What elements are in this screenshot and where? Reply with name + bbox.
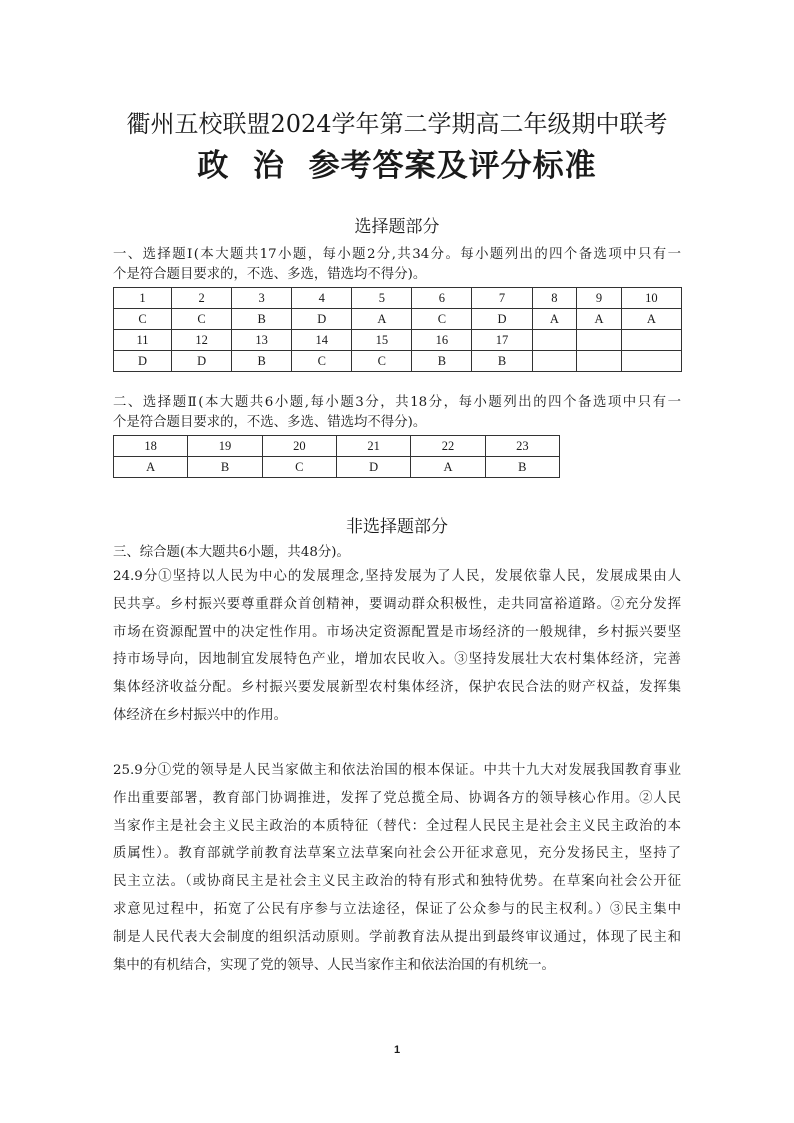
section1-intro: 个是符合题目要求的，不选、多选，错选均不得分)。 [113,267,427,282]
table-cell [577,330,622,351]
table-cell: 3 [232,288,292,309]
table-cell: 6 [412,288,472,309]
table-cell: A [114,457,188,478]
table-cell: C [262,457,336,478]
answer-line: 制是人民代表大会制度的组织活动原则。学前教育法从提出到最终审议通过，体现了民主和 [113,929,681,945]
table-cell: B [232,351,292,372]
answer-line: 质属性）。教育部就学前教育法草案立法草案向社会公开征求意见，充分发扬民主，坚持了 [113,846,681,862]
table-cell: A [411,457,485,478]
part2-heading: 非选择题部分 [346,517,448,537]
table-cell: 18 [114,436,188,457]
table-cell: 16 [412,330,472,351]
page-number: 1 [393,1044,401,1056]
answer-line: 民共享。乡村振兴要尊重群众首创精神，要调动群众积极性，走共同富裕道路。②充分发挥 [113,596,681,612]
table-cell: 22 [411,436,485,457]
table-cell: C [172,309,232,330]
section1-intro: 一、选择题Ⅰ(本大题共17小题，每小题2分,共34分。每小题列出的四个备选项中只有一 [113,247,681,262]
answer-line: 24.9分①坚持以人民为中心的发展理念,坚持发展为了人民，发展依靠人民，发展成果由人 [113,569,681,584]
table-cell: B [412,351,472,372]
table-cell: 12 [172,330,232,351]
table-cell: B [232,309,292,330]
table-row [114,457,560,478]
table-cell: 17 [472,330,532,351]
table-cell: 23 [485,436,559,457]
answer-line: 民主立法。（或协商民主是社会主义民主政治的特有形式和独特优势。在草案向社会公开征 [113,874,681,890]
table-cell: 19 [188,436,262,457]
table-cell [532,351,577,372]
table-cell: 11 [114,330,172,351]
table-cell: D [172,351,232,372]
table-cell: A [532,309,577,330]
table-cell: 8 [532,288,577,309]
table-cell: 20 [262,436,336,457]
answer-line: 25.9分①党的领导是人民当家做主和依法治国的根本保证。中共十九大对发展我国教育事业 [113,763,681,778]
table-row [114,351,682,372]
table-cell: C [292,351,352,372]
section2-intro: 二、选择题Ⅱ(本大题共6小题,每小题3分，共18分，每小题列出的四个备选项中只有一 [113,395,681,410]
answer-line: 集中的有机结合，实现了党的领导、人民当家作主和依法治国的有机统一。 [113,957,555,973]
answer-line: 当家作主是社会主义民主政治的本质特征（替代：全过程人民民主是社会主义民主政治的本 [113,818,681,834]
table-row [114,436,560,457]
table-cell: 13 [232,330,292,351]
answer-line: 作出重要部署，教育部门协调推进，发挥了党总揽全局、协调各方的领导核心作用。②人民 [113,790,681,806]
table-cell: C [114,309,172,330]
table-cell: 5 [352,288,412,309]
table-cell: C [412,309,472,330]
table-row [114,330,682,351]
table-cell: B [485,457,559,478]
table-row [114,309,682,330]
table-cell [621,330,681,351]
answer-line: 集体经济收益分配。乡村振兴要发展新型农村集体经济，保护农民合法的财产权益，发挥集 [113,680,681,696]
section2-intro: 个是符合题目要求的，不选、多选、错选均不得分)。 [113,415,427,430]
table-cell: D [292,309,352,330]
answer-table-1 [113,287,682,372]
table-cell: D [336,457,410,478]
table-cell: 2 [172,288,232,309]
table-cell [532,330,577,351]
answer-table-2 [113,435,560,478]
table-cell: 10 [621,288,681,309]
table-cell [621,351,681,372]
answer-line: 持市场导向，因地制宜发展特色产业，增加农民收入。③坚持发展壮大农村集体经济，完善 [113,652,681,668]
table-cell: 7 [472,288,532,309]
table-cell: A [621,309,681,330]
table-cell: D [472,309,532,330]
answer-line: 市场在资源配置中的决定性作用。市场决定资源配置是市场经济的一般规律，乡村振兴要坚 [113,624,681,640]
section3-intro: 三、综合题(本大题共6小题，共48分)。 [113,545,350,560]
table-cell: 14 [292,330,352,351]
document-title: 衢州五校联盟2024学年第二学期高二年级期中联考 [126,110,668,138]
table-cell: 4 [292,288,352,309]
part1-heading: 选择题部分 [354,217,440,237]
table-cell: A [577,309,622,330]
table-row [114,288,682,309]
answer-line: 体经济在乡村振兴中的作用。 [113,708,288,723]
table-cell: 21 [336,436,410,457]
answer-line: 求意见过程中，拓宽了公民有序参与立法途径，保证了公众参与的民主权利。）③民主集中 [113,902,681,917]
table-cell: B [472,351,532,372]
table-cell [577,351,622,372]
table-cell: 1 [114,288,172,309]
table-cell: D [114,351,172,372]
document-subtitle: 政 治 参考答案及评分标准 [197,148,597,184]
table-cell: B [188,457,262,478]
table-cell: A [352,309,412,330]
table-cell: 9 [577,288,622,309]
table-cell: 15 [352,330,412,351]
table-cell: C [352,351,412,372]
